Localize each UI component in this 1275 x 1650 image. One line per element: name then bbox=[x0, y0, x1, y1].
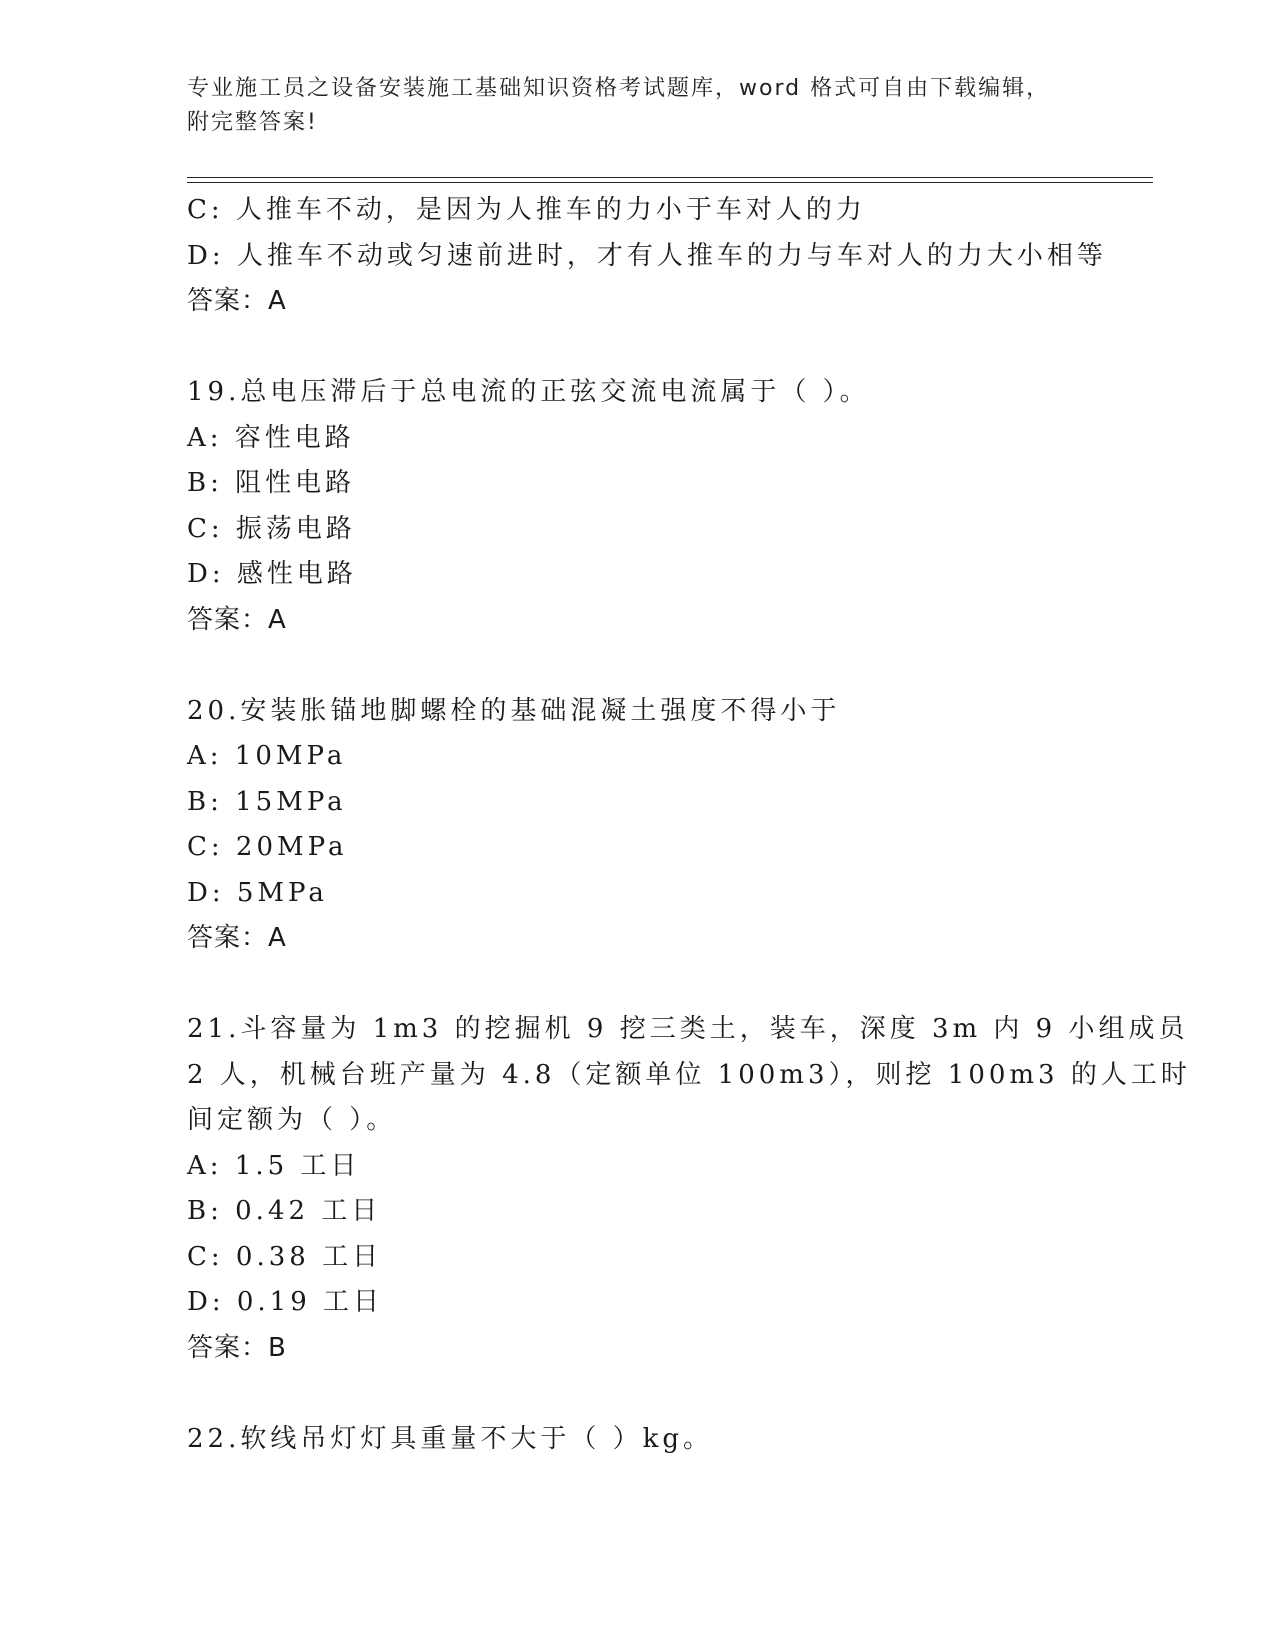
header-line-2: 附完整答案! bbox=[187, 110, 318, 135]
question-block-21 bbox=[187, 1007, 1191, 1371]
question-block-22 bbox=[187, 1417, 1107, 1463]
answer-label: 答案：B bbox=[187, 1332, 287, 1363]
header-divider-bottom bbox=[187, 182, 1153, 183]
question-block-19 bbox=[187, 370, 1107, 643]
option-c: C: 振荡电路 bbox=[187, 513, 356, 544]
option-c: C: 20MPa bbox=[187, 832, 348, 862]
document-header bbox=[187, 72, 1087, 140]
spacer bbox=[187, 962, 1107, 1008]
option-d: D: 人推车不动或匀速前进时，才有人推车的力与车对人的力大小相等 bbox=[187, 240, 1107, 271]
spacer bbox=[187, 1371, 1107, 1417]
option-a: A: 10MPa bbox=[187, 741, 347, 771]
question-block-18 bbox=[187, 188, 1107, 325]
spacer bbox=[187, 643, 1107, 689]
option-d: D: 5MPa bbox=[187, 877, 328, 908]
option-b: B: 15MPa bbox=[187, 786, 347, 817]
answer-label: 答案：A bbox=[187, 286, 287, 316]
option-a: A: 1.5 工日 bbox=[187, 1150, 361, 1181]
header-divider-top bbox=[187, 177, 1153, 178]
answer-label: 答案：A bbox=[187, 923, 287, 953]
option-c: C: 人推车不动，是因为人推车的力小于车对人的力 bbox=[187, 195, 866, 225]
question-stem-line-3: 间定额为（ ）。 bbox=[187, 1105, 397, 1135]
spacer bbox=[187, 325, 1107, 371]
answer-label: 答案：A bbox=[187, 604, 287, 635]
question-stem: 19.总电压滞后于总电流的正弦交流电流属于（ ）。 bbox=[187, 377, 870, 407]
header-line-1: 专业施工员之设备安装施工基础知识资格考试题库，word 格式可自由下载编辑， bbox=[187, 76, 1051, 101]
question-stem: 22.软线吊灯灯具重量不大于（ ）kg。 bbox=[187, 1423, 714, 1454]
question-list bbox=[187, 188, 1191, 1462]
option-d: D: 0.19 工日 bbox=[187, 1287, 384, 1317]
option-b: B: 0.42 工日 bbox=[187, 1196, 382, 1226]
question-stem-line-2: 2 人，机械台班产量为 4.8（定额单位 100m3），则挖 100m3 的人工时 bbox=[187, 1059, 1191, 1090]
option-a: A: 容性电路 bbox=[187, 422, 355, 453]
option-d: D: 感性电路 bbox=[187, 559, 357, 589]
question-stem: 20.安装胀锚地脚螺栓的基础混凝土强度不得小于 bbox=[187, 695, 841, 726]
question-stem-line-1: 21.斗容量为 1m3 的挖掘机 9 挖三类土，装车，深度 3m 内 9 小组成员 bbox=[187, 1014, 1189, 1044]
option-b: B: 阻性电路 bbox=[187, 468, 356, 498]
question-block-20 bbox=[187, 689, 1107, 962]
option-c: C: 0.38 工日 bbox=[187, 1241, 383, 1272]
